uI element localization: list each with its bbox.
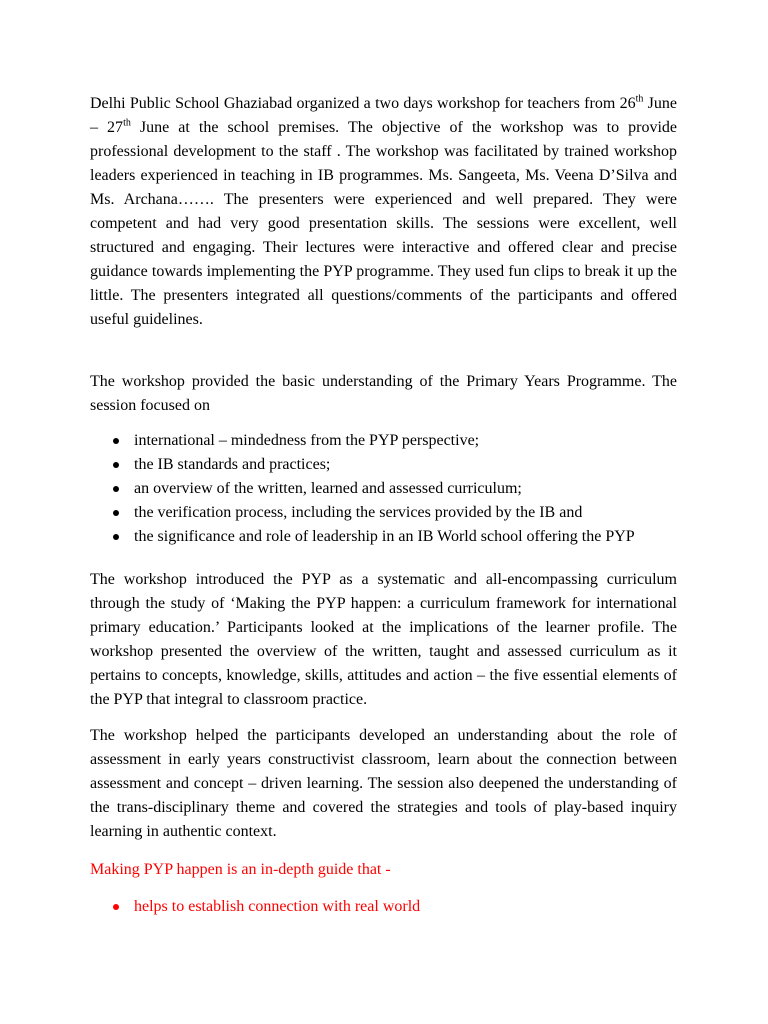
date-start-day: 26 bbox=[619, 95, 636, 112]
pyp-overview-paragraph: The workshop introduced the PYP as a systematic and all-encompassing curriculum through the study of ‘Making the PYP happen: a curriculum framework for international primary education.’ Participants looked at the implications of the learner profile. The workshop presented the overview of the written, taught and assessed curriculum as it pertains to concepts, knowledge, skills, attitudes and action – the five essential elements of the PYP that integral to classroom practice. bbox=[90, 571, 677, 708]
list-item bbox=[90, 895, 677, 919]
bullet-icon bbox=[113, 904, 119, 910]
red-heading: Making PYP happen is an in-depth guide that - bbox=[90, 861, 391, 878]
list-item bbox=[90, 501, 677, 525]
red-list bbox=[90, 895, 677, 919]
date-start-suffix: th bbox=[635, 93, 644, 105]
list-item bbox=[90, 429, 677, 453]
bullet-icon bbox=[113, 438, 119, 444]
list-item bbox=[90, 477, 677, 501]
assessment-paragraph: The workshop helped the participants developed an understanding about the role of assessment in early years constructivist classroom, learn about the connection between assessment and concept – driven learning. The session also deepened the understanding of the trans-disciplinary theme and covered the strategies and tools of play-based inquiry learning in authentic context. bbox=[90, 727, 677, 840]
list-item bbox=[90, 525, 677, 549]
list-item-text: the significance and role of leadership in an IB World school offering the PYP bbox=[134, 528, 635, 545]
bullet-icon bbox=[113, 510, 119, 516]
focus-list bbox=[90, 429, 677, 549]
list-item-text: an overview of the written, learned and assessed curriculum; bbox=[134, 480, 522, 497]
bullet-icon bbox=[113, 462, 119, 468]
list-item bbox=[90, 453, 677, 477]
bullet-icon bbox=[113, 534, 119, 540]
list-item-text: the verification process, including the services provided by the IB and bbox=[134, 504, 583, 521]
date-end-suffix: th bbox=[123, 117, 131, 129]
intro-text-start: Delhi Public School Ghaziabad organized a two days workshop for teachers from bbox=[90, 95, 620, 112]
list-item-text: international – mindedness from the PYP perspective; bbox=[134, 432, 480, 449]
list-item-text: the IB standards and practices; bbox=[134, 456, 331, 473]
date-range-text: June – 27 bbox=[90, 95, 678, 136]
intro-paragraph bbox=[90, 92, 677, 332]
list-item-text: helps to establish connection with real world bbox=[134, 898, 421, 915]
focus-intro-paragraph: The workshop provided the basic understanding of the Primary Years Programme. The session focused on bbox=[90, 373, 677, 414]
bullet-icon bbox=[113, 486, 119, 492]
intro-text-rest: June at the school premises. The objective of the workshop was to provide professional development to the staff . The workshop was facilitated by trained workshop leaders experienced in teaching in IB programmes. Ms. Sangeeta, Ms. Veena D’Silva and Ms. Archana……. The presenters were experienced and well prepared. They were competent and had very good presentation skills. The sessions were excellent, well structured and engaging. Their lectures were interactive and offered clear and precise guidance towards implementing the PYP programme. They used fun clips to break it up the little. The presenters integrated all questions/comments of the participants and offered useful guidelines. bbox=[90, 119, 678, 328]
